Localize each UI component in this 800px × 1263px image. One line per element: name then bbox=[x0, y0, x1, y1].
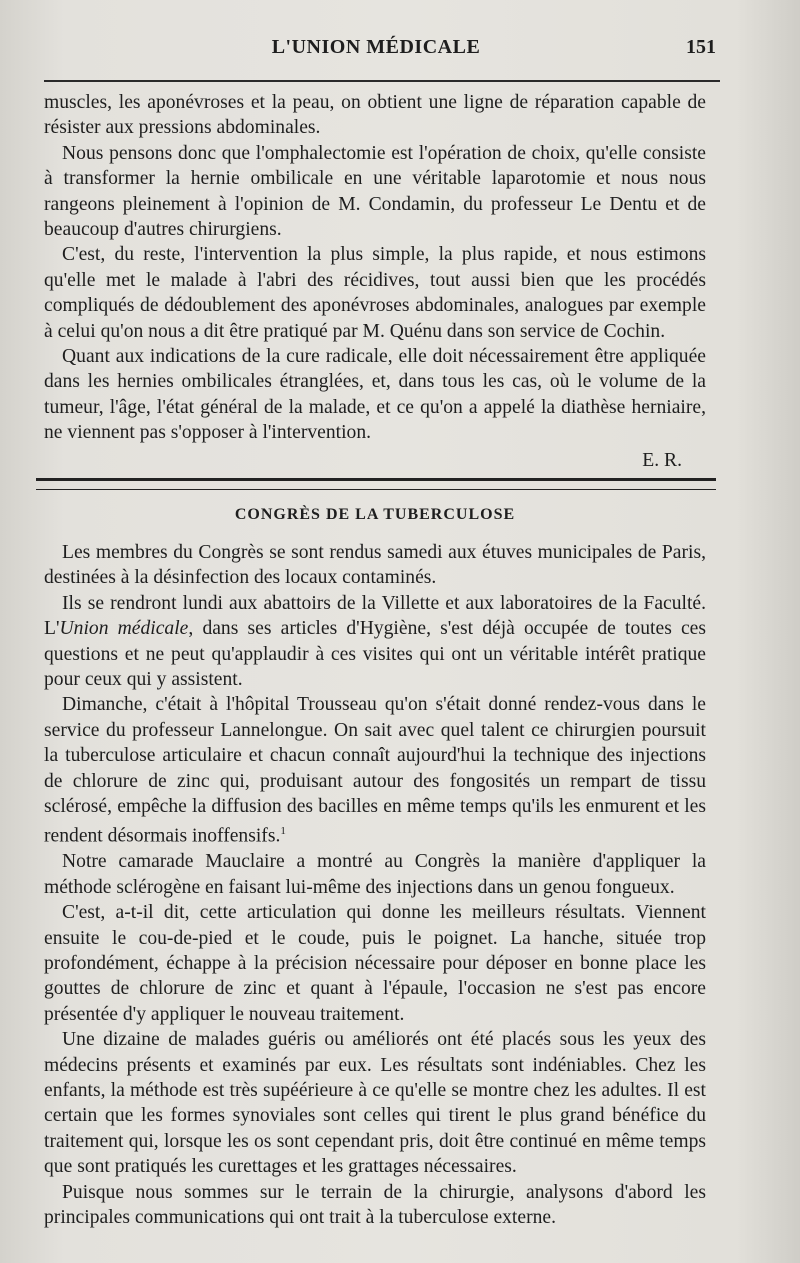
header-rule bbox=[44, 80, 720, 82]
text-run: Dimanche, c'était à l'hôpital Trousseau qu'on s'était donné rendez-vous dans le service du professeur Lannelongue. On sait avec quel talent ce chirurgien poursuit la tuberculose articulaire et chacun connaît aujourd'hui la technique des injections de chlorure de zinc qui, produisant autour des fongosités un rempart de tissu sclérosé, empêche la diffusion des bacilles en même temps qu'ils les enmurent et les rendent désormais inoffensifs. bbox=[44, 694, 706, 847]
paragraph: Les membres du Congrès se sont rendus samedi aux étuves municipales de Paris, destinées à la désinfection des locaux contaminés. bbox=[44, 542, 706, 589]
footnote-marker: 1 bbox=[280, 825, 286, 838]
paragraph bbox=[44, 591, 706, 693]
paragraph: C'est, du reste, l'intervention la plus simple, la plus rapide, et nous estimons qu'elle met le malade à l'abri des récidives, tout aussi bien que les procédés compliqués de dédoublement des aponévroses abdominales, analogues par exemple à celui qu'on nous a dit être pratiqué par M. Quénu dans son service de Cochin. bbox=[44, 244, 706, 342]
paragraph: muscles, les aponévroses et la peau, on obtient une ligne de réparation capable de résister aux pressions abdominales. bbox=[44, 92, 706, 139]
journal-name: Union médicale bbox=[59, 618, 189, 640]
page-header bbox=[36, 36, 716, 70]
section-separator bbox=[36, 478, 716, 490]
page-number: 151 bbox=[686, 36, 716, 58]
section-title: CONGRÈS DE LA TUBERCULOSE bbox=[234, 506, 516, 523]
paragraph: Notre camarade Mauclaire a montré au Congrès la manière d'appliquer la méthode sclérogène en faisant lui-même des injections dans un genou fongueux. bbox=[44, 851, 706, 898]
article-ending bbox=[44, 90, 706, 473]
author-signature: E. R. bbox=[642, 449, 682, 471]
paragraph: Nous pensons donc que l'omphalectomie est l'opération de choix, qu'elle consiste à transformer la hernie ombilicale en une véritable laparotomie et nous nous rangeons pleinement à l'opinion de M. Condamin, du professeur Le Dentu et de beaucoup d'autres chirurgiens. bbox=[44, 142, 706, 241]
paragraph: Puisque nous sommes sur le terrain de la chirurgie, analysons d'abord les principales communications qui ont trait à la tuberculose externe. bbox=[44, 1181, 706, 1229]
congress-article bbox=[44, 540, 706, 1231]
text-run: Ils se rendront lundi aux abattoirs de la Villette et aux laboratoires de la Faculté. L' bbox=[44, 592, 706, 640]
paragraph: Quant aux indications de la cure radicale, elle doit nécessairement être appliquée dans les hernies ombilicales étranglées, et, dans tous les cas, où le volume de la tumeur, l'âge, l'état général de la malade, et ce qu'on a appelé la diathèse herniaire, ne viennent pas s'opposer à l'intervention. bbox=[44, 346, 706, 444]
paragraph: Une dizaine de malades guéris ou améliorés ont été placés sous les yeux des médecins présents et examinés par eux. Les résultats sont indéniables. Chez les enfants, la méthode est très supéérieure à ce qu'elle se montre chez les adultes. Il est certain que les formes synoviales sont celles qui tirent le plus grand bénéfice du traitement qui, lorsque les os sont cependant pris, doit être continué en même temps que sont pratiqués les curettages et les grattages nécessaires. bbox=[44, 1029, 706, 1178]
text-run: , dans ses articles d'Hygiène, s'est déjà occupée de toutes ces questions et ne peut qu'applaudir à ces visites qui ont un véritable intérêt pratique pour ceux qui y assistent. bbox=[44, 618, 706, 691]
paragraph bbox=[44, 692, 706, 849]
journal-title: L'UNION MÉDICALE bbox=[271, 36, 481, 58]
paragraph: C'est, a-t-il dit, cette articulation qui donne les meilleurs résultats. Viennent ensuite le cou-de-pied et le coude, puis le poignet. La hanche, située trop profondément, échappe à la précision nécessaire pour déposer en bonne place les gouttes de chlorure de zinc et quant à l'épaule, l'occasion ne s'est pas encore présentée d'y appliquer le nouveau traitement. bbox=[44, 902, 706, 1025]
